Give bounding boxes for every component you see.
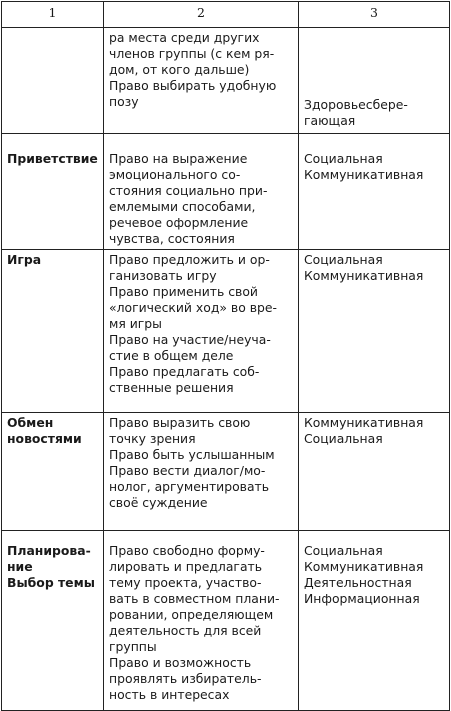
rights-cell (104, 134, 299, 250)
table-row (2, 134, 450, 250)
activity-line: Обмен (7, 415, 54, 430)
activity-line: новостями (7, 431, 82, 446)
right-line: лировать и предлагать (109, 559, 263, 574)
type-line: Социальная (304, 543, 383, 558)
table-row (2, 250, 450, 413)
type-line: Деятельностная (304, 575, 412, 590)
right-line: деятельность для всей (109, 623, 262, 638)
right-line: емлемыми способами, (109, 199, 256, 214)
header-col-1: 1 (2, 2, 104, 28)
types-cell (299, 531, 450, 711)
right-line: ровании, определяющем (109, 607, 274, 622)
rights-cell (104, 531, 299, 711)
activity-cell (2, 531, 104, 711)
rights-cell (104, 250, 299, 413)
right-line: группы (109, 639, 157, 654)
types-cell (299, 134, 450, 250)
right-line: Право выбирать удобную (109, 78, 277, 93)
right-line: стие в общем деле (109, 348, 234, 363)
right-line: Право выразить свою (109, 415, 251, 430)
right-line: ность в интересах (109, 687, 230, 702)
right-item (109, 332, 294, 364)
header-col-3: 3 (299, 2, 450, 28)
right-line: Право на участие/неуча- (109, 332, 271, 347)
right-line: Право свободно форму- (109, 543, 265, 558)
activity-cell (2, 134, 104, 250)
right-line: вать в совместном плани- (109, 591, 280, 606)
right-line: точку зрения (109, 431, 196, 446)
right-line: речевое оформление (109, 215, 249, 230)
right-item (109, 364, 294, 396)
right-line: ра места среди других (109, 30, 260, 45)
activity-cell (2, 28, 104, 134)
type-line: Социальная (304, 151, 383, 166)
right-item (109, 655, 294, 703)
right-item (109, 30, 294, 78)
right-line: стояния социально при- (109, 183, 268, 198)
right-line: ственные решения (109, 380, 234, 395)
activity-line: Выбор темы (7, 575, 95, 590)
right-line: проявлять избиратель- (109, 671, 262, 686)
right-line: позу (109, 94, 139, 109)
rights-table (1, 1, 450, 711)
type-line: Социальная (304, 431, 383, 446)
table-body (2, 28, 450, 711)
activity-line: ние (7, 559, 33, 574)
header-col-2: 2 (104, 2, 299, 28)
right-line: чувства, состояния (109, 231, 235, 246)
right-line: Право предложить и ор- (109, 252, 270, 267)
right-line: эмоционального со- (109, 167, 241, 182)
right-item (109, 447, 294, 463)
header-row (2, 2, 450, 28)
type-line: Коммуникативная (304, 268, 424, 283)
right-line: своё суждение (109, 495, 208, 510)
rights-cell (104, 413, 299, 531)
right-line: Право на выражение (109, 151, 248, 166)
right-line: Право предлагать соб- (109, 364, 260, 379)
type-line: гающая (304, 113, 356, 128)
right-item (109, 463, 294, 511)
right-item (109, 543, 294, 655)
right-line: «логический ход» во вре- (109, 300, 278, 315)
rights-cell (104, 28, 299, 134)
activity-cell (2, 250, 104, 413)
right-line: ганизовать игру (109, 268, 217, 283)
type-line: Коммуникативная (304, 559, 424, 574)
table-row (2, 531, 450, 711)
right-line: нолог, аргументировать (109, 479, 270, 494)
right-line: членов группы (с кем ря- (109, 46, 275, 61)
right-line: тему проекта, участво- (109, 575, 262, 590)
type-line: Коммуникативная (304, 415, 424, 430)
right-item (109, 284, 294, 332)
activity-line: Приветствие (7, 151, 98, 166)
types-cell (299, 413, 450, 531)
right-line: Право и возможность (109, 655, 252, 670)
right-line: Право быть услышанным (109, 447, 275, 462)
table-row (2, 413, 450, 531)
type-line: Информационная (304, 591, 420, 606)
right-item (109, 415, 294, 447)
right-line: мя игры (109, 316, 162, 331)
activity-line: Игра (7, 252, 42, 267)
right-item (109, 151, 294, 247)
activity-line: Планирова- (7, 543, 91, 558)
type-line: Здоровьесбере- (304, 97, 408, 112)
type-line: Коммуникативная (304, 167, 424, 182)
table-row (2, 28, 450, 134)
right-line: Право применить свой (109, 284, 258, 299)
activity-cell (2, 413, 104, 531)
right-item (109, 252, 294, 284)
types-cell (299, 28, 450, 134)
right-item (109, 78, 294, 110)
right-line: дом, от кого дальше) (109, 62, 250, 77)
right-line: Право вести диалог/мо- (109, 463, 266, 478)
type-line: Социальная (304, 252, 383, 267)
types-cell (299, 250, 450, 413)
